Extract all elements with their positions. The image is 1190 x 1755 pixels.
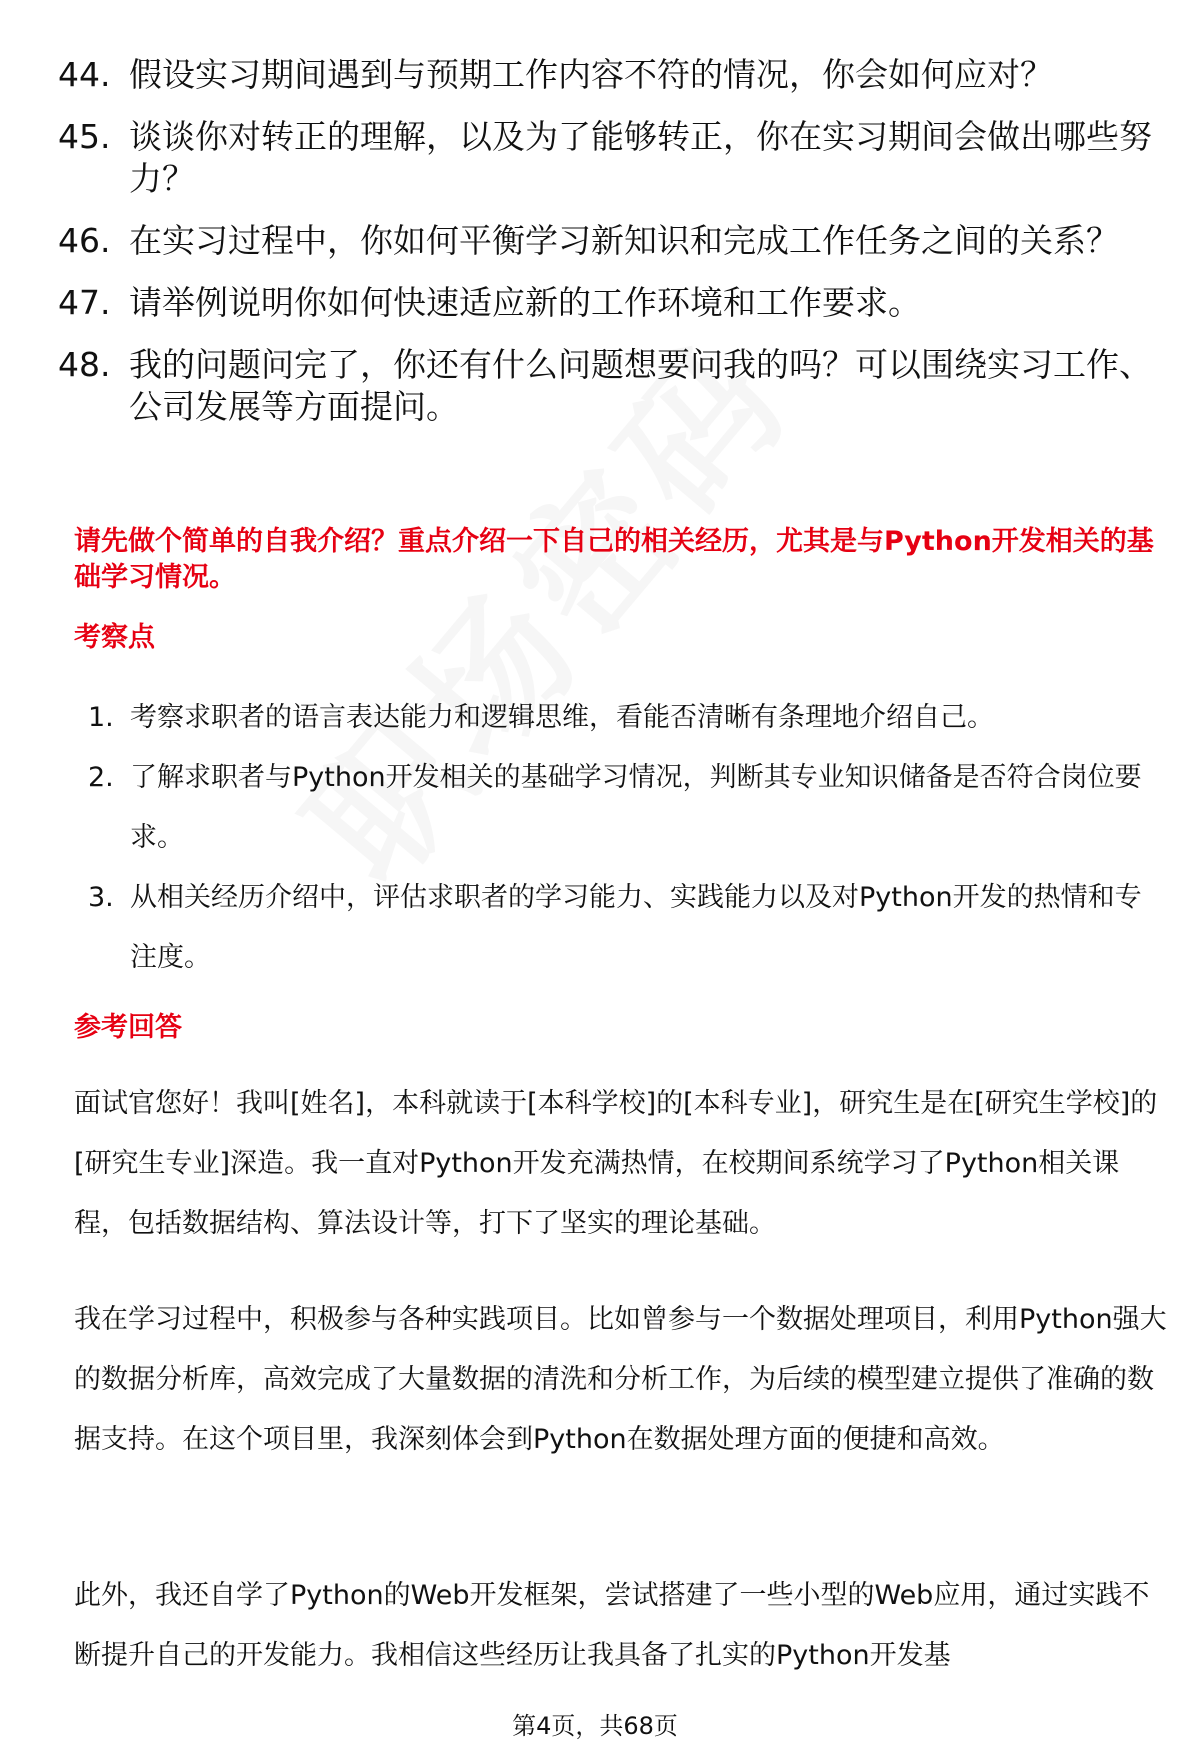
point-text: 从相关经历介绍中，评估求职者的学习能力、实践能力以及对Python开发的热情和专注度。 xyxy=(130,882,1142,973)
focus-heading: 考察点 xyxy=(74,622,155,653)
list-item xyxy=(88,688,1168,748)
question-text: 请举例说明你如何快速适应新的工作环境和工作要求。 xyxy=(129,283,921,322)
question-number: 48. xyxy=(58,345,111,384)
page-footer: 第4页，共68页 xyxy=(512,1712,678,1740)
interview-question-heading: 请先做个简单的自我介绍？重点介绍一下自己的相关经历，尤其是与Python开发相关的基础学习情况。 xyxy=(74,526,1154,593)
point-text: 考察求职者的语言表达能力和逻辑思维，看能否清晰有条理地介绍自己。 xyxy=(130,702,994,733)
question-number: 44. xyxy=(58,55,111,94)
answer-heading: 参考回答 xyxy=(74,1012,182,1043)
question-list xyxy=(58,54,1168,448)
point-number: 3. xyxy=(88,882,114,913)
list-item xyxy=(88,748,1168,868)
list-item xyxy=(58,54,1168,96)
point-text: 了解求职者与Python开发相关的基础学习情况，判断其专业知识储备是否符合岗位要求。 xyxy=(130,762,1142,853)
question-text: 谈谈你对转正的理解，以及为了能够转正，你在实习期间会做出哪些努力？ xyxy=(129,117,1152,198)
question-number: 45. xyxy=(58,117,111,156)
focus-points-list xyxy=(88,688,1168,988)
answer-paragraph: 此外，我还自学了Python的Web开发框架，尝试搭建了一些小型的Web应用，通过实践不断提升自己的开发能力。我相信这些经历让我具备了扎实的Python开发基 xyxy=(74,1580,1150,1671)
list-item xyxy=(58,282,1168,324)
question-text: 假设实习期间遇到与预期工作内容不符的情况，你会如何应对？ xyxy=(129,55,1053,94)
list-item xyxy=(58,116,1168,200)
question-number: 47. xyxy=(58,283,111,322)
point-number: 2. xyxy=(88,762,114,793)
question-text: 在实习过程中，你如何平衡学习新知识和完成工作任务之间的关系？ xyxy=(129,221,1119,260)
question-number: 46. xyxy=(58,221,111,260)
list-item xyxy=(58,344,1168,428)
point-number: 1. xyxy=(88,702,114,733)
list-item xyxy=(58,220,1168,262)
answer-paragraph: 我在学习过程中，积极参与各种实践项目。比如曾参与一个数据处理项目，利用Python强大的数据分析库，高效完成了大量数据的清洗和分析工作，为后续的模型建立提供了准确的数据支持。在这个项目里，我深刻体会到Python在数据处理方面的便捷和高效。 xyxy=(74,1304,1167,1455)
question-text: 我的问题问完了，你还有什么问题想要问我的吗？可以围绕实习工作、公司发展等方面提问。 xyxy=(129,345,1152,426)
list-item xyxy=(88,868,1168,988)
answer-paragraph: 面试官您好！我叫[姓名]，本科就读于[本科学校]的[本科专业]，研究生是在[研究生学校]的[研究生专业]深造。我一直对Python开发充满热情，在校期间系统学习了Python相关课程，包括数据结构、算法设计等，打下了坚实的理论基础。 xyxy=(74,1088,1158,1239)
